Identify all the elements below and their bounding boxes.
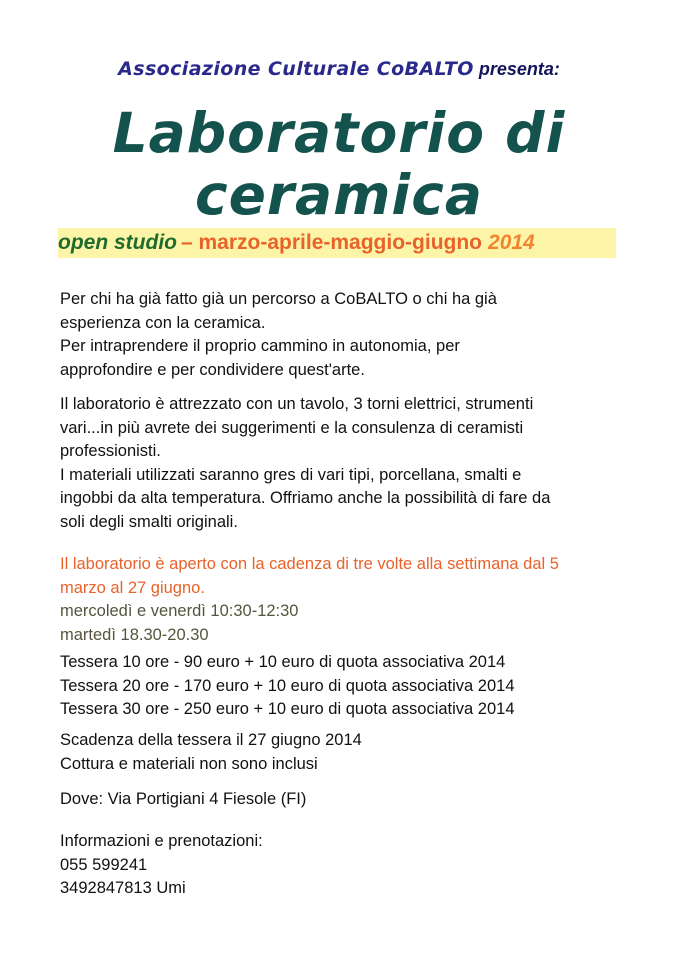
- contacts-paragraph: [60, 830, 620, 901]
- equipment-line-6: soli degli smalti originali.: [60, 512, 238, 531]
- subtitle-months: – marzo-aprile-maggio-giugno: [181, 231, 483, 254]
- poster-title: [0, 102, 678, 226]
- location-paragraph: [60, 788, 620, 812]
- price-tessera-20: Tessera 20 ore - 170 euro + 10 euro di quota associativa 2014: [60, 676, 515, 695]
- association-name: Associazione Culturale CoBALTO: [118, 58, 474, 80]
- equipment-line-3: professionisti.: [60, 442, 161, 460]
- equipment-line-2: vari...in più avrete dei suggerimenti e la consulenza di ceramisti: [60, 418, 524, 437]
- presenter-line: [0, 58, 678, 80]
- expiry-line-1: Scadenza della tessera il 27 giugno 2014: [60, 731, 362, 749]
- contact-phone-2: 3492847813 Umi: [60, 879, 186, 897]
- prices-list: [60, 651, 620, 722]
- contact-phone-1: 055 599241: [60, 855, 148, 874]
- equipment-line-4: I materiali utilizzati saranno gres di vari tipi, porcellana, smalti e: [60, 465, 522, 484]
- subtitle-year: 2014: [488, 231, 535, 254]
- intro-line-2: esperienza con la ceramica.: [60, 313, 266, 332]
- title-line-2: ceramica: [194, 163, 484, 227]
- price-tessera-30: Tessera 30 ore - 250 euro + 10 euro di quota associativa 2014: [60, 700, 515, 718]
- equipment-line-5: ingobbi da alta temperatura. Offriamo anche la possibilità di fare da: [60, 489, 551, 507]
- schedule-opening-line-1: Il laboratorio è aperto con la cadenza di tre volte alla settimana dal 5: [60, 555, 559, 573]
- intro-line-3: Per intraprendere il proprio cammino in autonomia, per: [60, 337, 460, 355]
- subtitle-highlight-bar: [58, 228, 616, 258]
- presenta-word: presenta:: [478, 59, 560, 79]
- price-tessera-10: Tessera 10 ore - 90 euro + 10 euro di quota associativa 2014: [60, 653, 506, 671]
- schedule-paragraph: [60, 553, 620, 647]
- equipment-paragraph: [60, 393, 620, 534]
- title-line-1: Laboratorio di: [112, 101, 566, 165]
- schedule-hours-line-2: martedì 18.30-20.30: [60, 625, 209, 644]
- intro-line-1: Per chi ha già fatto già un percorso a CoBALTO o chi ha già: [60, 290, 497, 308]
- expiry-paragraph: [60, 729, 620, 776]
- schedule-opening-line-2: marzo al 27 giugno.: [60, 578, 205, 597]
- intro-paragraph: [60, 288, 620, 382]
- expiry-line-2: Cottura e materiali non sono inclusi: [60, 754, 318, 773]
- schedule-hours-line-1: mercoledì e venerdì 10:30-12:30: [60, 602, 299, 620]
- location-line: Dove: Via Portigiani 4 Fiesole (FI): [60, 790, 307, 808]
- intro-line-4: approfondire e per condividere quest'arte.: [60, 360, 365, 379]
- contacts-heading: Informazioni e prenotazioni:: [60, 832, 263, 850]
- subtitle-open-studio: open studio: [58, 231, 177, 254]
- equipment-line-1: Il laboratorio è attrezzato con un tavolo, 3 torni elettrici, strumenti: [60, 395, 534, 413]
